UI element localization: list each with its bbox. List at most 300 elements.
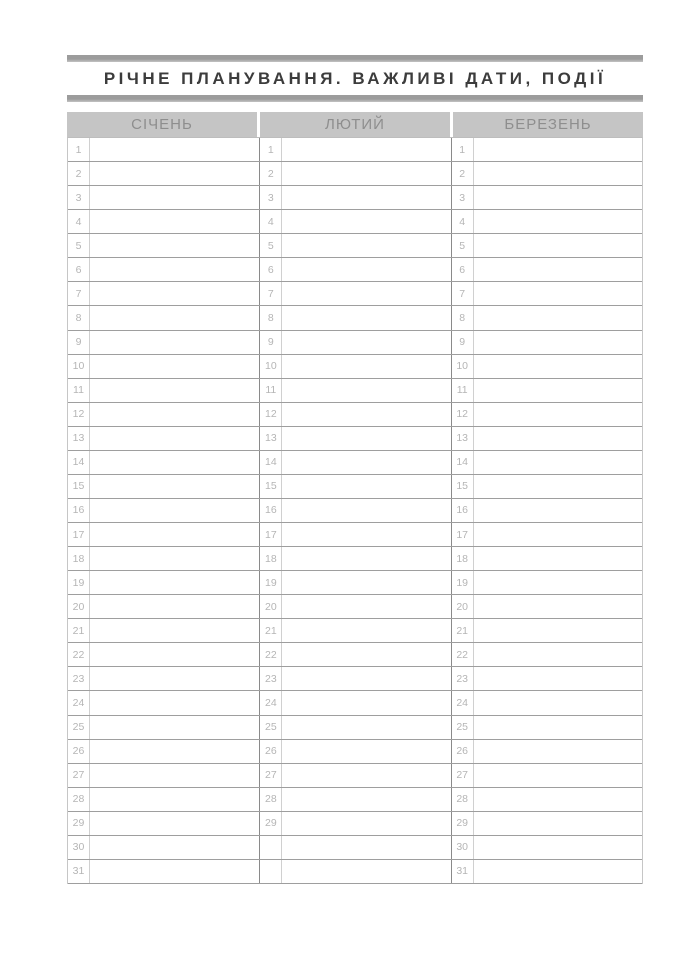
month-header-3: БЕРЕЗЕНЬ <box>453 112 643 137</box>
day-number: 3 <box>452 186 474 209</box>
entry-area <box>282 619 450 642</box>
day-cell <box>68 691 259 714</box>
entry-area <box>282 306 450 329</box>
day-cell <box>68 427 259 450</box>
day-row <box>68 451 642 475</box>
day-number: 19 <box>68 571 90 594</box>
day-cell <box>68 667 259 690</box>
day-number: 28 <box>260 788 282 811</box>
entry-area <box>282 643 450 666</box>
day-cell <box>259 331 450 354</box>
day-number: 17 <box>260 523 282 546</box>
day-number: 19 <box>260 571 282 594</box>
entry-area <box>282 234 450 257</box>
entry-area <box>282 716 450 739</box>
day-cell <box>259 355 450 378</box>
entry-area <box>90 355 259 378</box>
day-number: 24 <box>452 691 474 714</box>
entry-area <box>474 186 642 209</box>
day-number: 9 <box>260 331 282 354</box>
entry-area <box>282 282 450 305</box>
day-number: 21 <box>452 619 474 642</box>
entry-area <box>474 403 642 426</box>
day-number: 6 <box>260 258 282 281</box>
entry-area <box>282 571 450 594</box>
entry-area <box>282 427 450 450</box>
entry-area <box>282 162 450 185</box>
day-cell <box>451 331 642 354</box>
day-cell <box>451 667 642 690</box>
quarter-calendar-table <box>67 112 643 884</box>
month-header-2: ЛЮТИЙ <box>260 112 450 137</box>
entry-area <box>282 210 450 233</box>
day-cell <box>68 210 259 233</box>
day-cell <box>259 667 450 690</box>
day-number: 11 <box>68 379 90 402</box>
day-cell <box>259 523 450 546</box>
day-cell <box>451 355 642 378</box>
day-number: 4 <box>68 210 90 233</box>
day-cell <box>68 475 259 498</box>
day-number: 5 <box>260 234 282 257</box>
day-cell <box>68 331 259 354</box>
day-number: 20 <box>260 595 282 618</box>
day-cell <box>259 836 450 859</box>
day-row <box>68 643 642 667</box>
day-number: 22 <box>452 643 474 666</box>
day-cell <box>68 571 259 594</box>
day-cell <box>259 643 450 666</box>
day-number: 30 <box>452 836 474 859</box>
day-cell <box>68 740 259 763</box>
day-number: 21 <box>68 619 90 642</box>
day-row <box>68 595 642 619</box>
day-cell <box>451 306 642 329</box>
day-number: 18 <box>260 547 282 570</box>
entry-area <box>474 355 642 378</box>
day-cell <box>451 403 642 426</box>
entry-area <box>474 475 642 498</box>
entry-area <box>282 523 450 546</box>
month-header-1: СІЧЕНЬ <box>67 112 257 137</box>
day-cell <box>451 643 642 666</box>
entry-area <box>474 595 642 618</box>
entry-area <box>474 764 642 787</box>
day-number: 13 <box>452 427 474 450</box>
day-row <box>68 547 642 571</box>
day-row <box>68 499 642 523</box>
entry-area <box>474 379 642 402</box>
entry-area <box>474 716 642 739</box>
entry-area <box>90 451 259 474</box>
day-cell <box>451 499 642 522</box>
day-cell <box>259 306 450 329</box>
day-cell <box>259 595 450 618</box>
entry-area <box>474 210 642 233</box>
day-cell <box>68 523 259 546</box>
day-number: 12 <box>68 403 90 426</box>
day-row <box>68 667 642 691</box>
entry-area <box>474 740 642 763</box>
day-cell <box>451 788 642 811</box>
day-row <box>68 860 642 884</box>
day-cell <box>451 619 642 642</box>
entry-area <box>90 258 259 281</box>
day-row <box>68 403 642 427</box>
day-number: 16 <box>452 499 474 522</box>
entry-area <box>90 331 259 354</box>
entry-area <box>90 282 259 305</box>
day-number: 1 <box>260 138 282 161</box>
day-number: 14 <box>68 451 90 474</box>
entry-area <box>90 162 259 185</box>
day-cell <box>259 162 450 185</box>
day-cell <box>259 234 450 257</box>
day-cell <box>68 379 259 402</box>
entry-area <box>90 186 259 209</box>
day-cell <box>451 836 642 859</box>
day-row <box>68 619 642 643</box>
day-cell <box>68 619 259 642</box>
day-number <box>260 836 282 859</box>
day-row <box>68 282 642 306</box>
day-row <box>68 788 642 812</box>
day-row <box>68 379 642 403</box>
entry-area <box>90 403 259 426</box>
day-cell <box>259 740 450 763</box>
day-number: 29 <box>68 812 90 835</box>
day-number: 1 <box>68 138 90 161</box>
day-cell <box>68 764 259 787</box>
day-number: 25 <box>452 716 474 739</box>
day-number: 18 <box>452 547 474 570</box>
day-cell <box>68 186 259 209</box>
entry-area <box>282 812 450 835</box>
day-number: 8 <box>68 306 90 329</box>
day-row <box>68 331 642 355</box>
entry-area <box>474 162 642 185</box>
day-cell <box>451 162 642 185</box>
entry-area <box>474 331 642 354</box>
day-number: 7 <box>260 282 282 305</box>
day-cell <box>259 210 450 233</box>
day-row <box>68 427 642 451</box>
day-cell <box>259 499 450 522</box>
day-row <box>68 234 642 258</box>
day-number: 13 <box>68 427 90 450</box>
day-cell <box>68 643 259 666</box>
day-number: 31 <box>68 860 90 883</box>
day-cell <box>259 258 450 281</box>
day-cell <box>451 451 642 474</box>
day-row <box>68 138 642 162</box>
day-cell <box>259 619 450 642</box>
day-cell <box>259 691 450 714</box>
day-number: 20 <box>68 595 90 618</box>
day-number: 2 <box>452 162 474 185</box>
day-row <box>68 475 642 499</box>
day-number: 16 <box>68 499 90 522</box>
day-number: 22 <box>68 643 90 666</box>
day-number: 12 <box>452 403 474 426</box>
day-number: 28 <box>68 788 90 811</box>
day-number: 8 <box>452 306 474 329</box>
day-cell <box>259 812 450 835</box>
day-number: 10 <box>452 355 474 378</box>
day-cell <box>68 836 259 859</box>
entry-area <box>90 547 259 570</box>
day-cell <box>259 860 450 883</box>
day-cell <box>259 451 450 474</box>
day-number: 8 <box>260 306 282 329</box>
day-cell <box>451 571 642 594</box>
day-cell <box>451 138 642 161</box>
entry-area <box>90 427 259 450</box>
day-number: 7 <box>452 282 474 305</box>
day-cell <box>259 186 450 209</box>
day-row <box>68 812 642 836</box>
entry-area <box>474 427 642 450</box>
entry-area <box>474 812 642 835</box>
day-number: 27 <box>260 764 282 787</box>
day-cell <box>451 547 642 570</box>
entry-area <box>282 860 450 883</box>
day-number: 26 <box>68 740 90 763</box>
day-number: 11 <box>260 379 282 402</box>
day-cell <box>259 379 450 402</box>
day-number: 5 <box>68 234 90 257</box>
day-cell <box>451 691 642 714</box>
day-number: 10 <box>68 355 90 378</box>
day-number: 11 <box>452 379 474 402</box>
entry-area <box>474 547 642 570</box>
day-row <box>68 306 642 330</box>
day-row <box>68 836 642 860</box>
day-cell <box>68 788 259 811</box>
day-number <box>260 860 282 883</box>
entry-area <box>474 282 642 305</box>
entry-area <box>90 499 259 522</box>
day-number: 12 <box>260 403 282 426</box>
entry-area <box>90 234 259 257</box>
entry-area <box>90 619 259 642</box>
entry-area <box>90 210 259 233</box>
entry-area <box>474 138 642 161</box>
entry-area <box>90 595 259 618</box>
entry-area <box>90 667 259 690</box>
day-row <box>68 210 642 234</box>
day-number: 30 <box>68 836 90 859</box>
day-number: 1 <box>452 138 474 161</box>
entry-area <box>474 788 642 811</box>
day-cell <box>451 379 642 402</box>
day-row <box>68 162 642 186</box>
day-number: 27 <box>452 764 474 787</box>
day-number: 25 <box>260 716 282 739</box>
day-row <box>68 258 642 282</box>
day-number: 18 <box>68 547 90 570</box>
day-cell <box>68 282 259 305</box>
entry-area <box>282 379 450 402</box>
day-number: 6 <box>68 258 90 281</box>
entry-area <box>90 475 259 498</box>
day-cell <box>259 138 450 161</box>
day-cell <box>451 282 642 305</box>
day-cell <box>68 258 259 281</box>
entry-area <box>90 571 259 594</box>
entry-area <box>474 451 642 474</box>
day-number: 24 <box>68 691 90 714</box>
entry-area <box>90 716 259 739</box>
calendar-body <box>67 137 643 884</box>
day-cell <box>68 403 259 426</box>
day-row <box>68 764 642 788</box>
day-number: 17 <box>68 523 90 546</box>
day-number: 25 <box>68 716 90 739</box>
entry-area <box>474 643 642 666</box>
entry-area <box>474 523 642 546</box>
day-cell <box>68 162 259 185</box>
day-row <box>68 740 642 764</box>
day-cell <box>68 306 259 329</box>
entry-area <box>474 836 642 859</box>
day-number: 9 <box>452 331 474 354</box>
entry-area <box>90 691 259 714</box>
entry-area <box>90 138 259 161</box>
day-cell <box>68 812 259 835</box>
day-number: 7 <box>68 282 90 305</box>
day-number: 23 <box>68 667 90 690</box>
entry-area <box>90 788 259 811</box>
day-cell <box>259 716 450 739</box>
day-number: 24 <box>260 691 282 714</box>
day-number: 3 <box>260 186 282 209</box>
day-number: 26 <box>260 740 282 763</box>
entry-area <box>90 379 259 402</box>
day-row <box>68 716 642 740</box>
day-cell <box>68 860 259 883</box>
day-number: 15 <box>452 475 474 498</box>
month-header-row <box>67 112 643 137</box>
day-number: 31 <box>452 860 474 883</box>
day-number: 4 <box>260 210 282 233</box>
day-number: 19 <box>452 571 474 594</box>
day-cell <box>68 716 259 739</box>
entry-area <box>474 619 642 642</box>
day-number: 2 <box>68 162 90 185</box>
entry-area <box>282 595 450 618</box>
day-cell <box>259 427 450 450</box>
day-number: 28 <box>452 788 474 811</box>
entry-area <box>474 667 642 690</box>
day-cell <box>451 523 642 546</box>
day-number: 27 <box>68 764 90 787</box>
entry-area <box>90 812 259 835</box>
day-number: 13 <box>260 427 282 450</box>
entry-area <box>474 571 642 594</box>
entry-area <box>282 836 450 859</box>
day-row <box>68 523 642 547</box>
entry-area <box>282 186 450 209</box>
entry-area <box>474 499 642 522</box>
day-cell <box>451 258 642 281</box>
day-cell <box>451 427 642 450</box>
entry-area <box>90 836 259 859</box>
entry-area <box>90 306 259 329</box>
day-cell <box>451 740 642 763</box>
day-number: 22 <box>260 643 282 666</box>
day-row <box>68 186 642 210</box>
day-number: 4 <box>452 210 474 233</box>
entry-area <box>282 691 450 714</box>
day-row <box>68 355 642 379</box>
top-accent-bar <box>67 55 643 62</box>
day-number: 29 <box>260 812 282 835</box>
day-cell <box>451 186 642 209</box>
day-cell <box>68 234 259 257</box>
day-cell <box>451 860 642 883</box>
day-cell <box>68 499 259 522</box>
day-cell <box>259 475 450 498</box>
entry-area <box>282 667 450 690</box>
day-number: 15 <box>260 475 282 498</box>
day-cell <box>68 355 259 378</box>
day-cell <box>259 282 450 305</box>
day-number: 2 <box>260 162 282 185</box>
entry-area <box>282 138 450 161</box>
day-number: 23 <box>260 667 282 690</box>
entry-area <box>474 258 642 281</box>
day-number: 17 <box>452 523 474 546</box>
day-number: 29 <box>452 812 474 835</box>
entry-area <box>282 547 450 570</box>
day-number: 14 <box>452 451 474 474</box>
day-cell <box>451 475 642 498</box>
entry-area <box>282 788 450 811</box>
entry-area <box>282 740 450 763</box>
day-cell <box>68 138 259 161</box>
entry-area <box>282 331 450 354</box>
entry-area <box>474 234 642 257</box>
day-cell <box>451 812 642 835</box>
day-cell <box>68 547 259 570</box>
day-cell <box>259 788 450 811</box>
day-number: 3 <box>68 186 90 209</box>
day-number: 20 <box>452 595 474 618</box>
day-number: 15 <box>68 475 90 498</box>
day-cell <box>259 547 450 570</box>
day-number: 9 <box>68 331 90 354</box>
day-number: 10 <box>260 355 282 378</box>
entry-area <box>282 499 450 522</box>
day-cell <box>259 764 450 787</box>
entry-area <box>90 740 259 763</box>
entry-area <box>282 355 450 378</box>
title-underline-bar <box>67 95 643 102</box>
day-number: 14 <box>260 451 282 474</box>
day-number: 6 <box>452 258 474 281</box>
day-cell <box>68 595 259 618</box>
entry-area <box>474 860 642 883</box>
entry-area <box>282 403 450 426</box>
page-title: РІЧНЕ ПЛАНУВАННЯ. ВАЖЛИВІ ДАТИ, ПОДІЇ <box>103 68 607 88</box>
day-row <box>68 691 642 715</box>
entry-area <box>90 643 259 666</box>
entry-area <box>90 764 259 787</box>
entry-area <box>282 451 450 474</box>
day-cell <box>68 451 259 474</box>
day-number: 16 <box>260 499 282 522</box>
